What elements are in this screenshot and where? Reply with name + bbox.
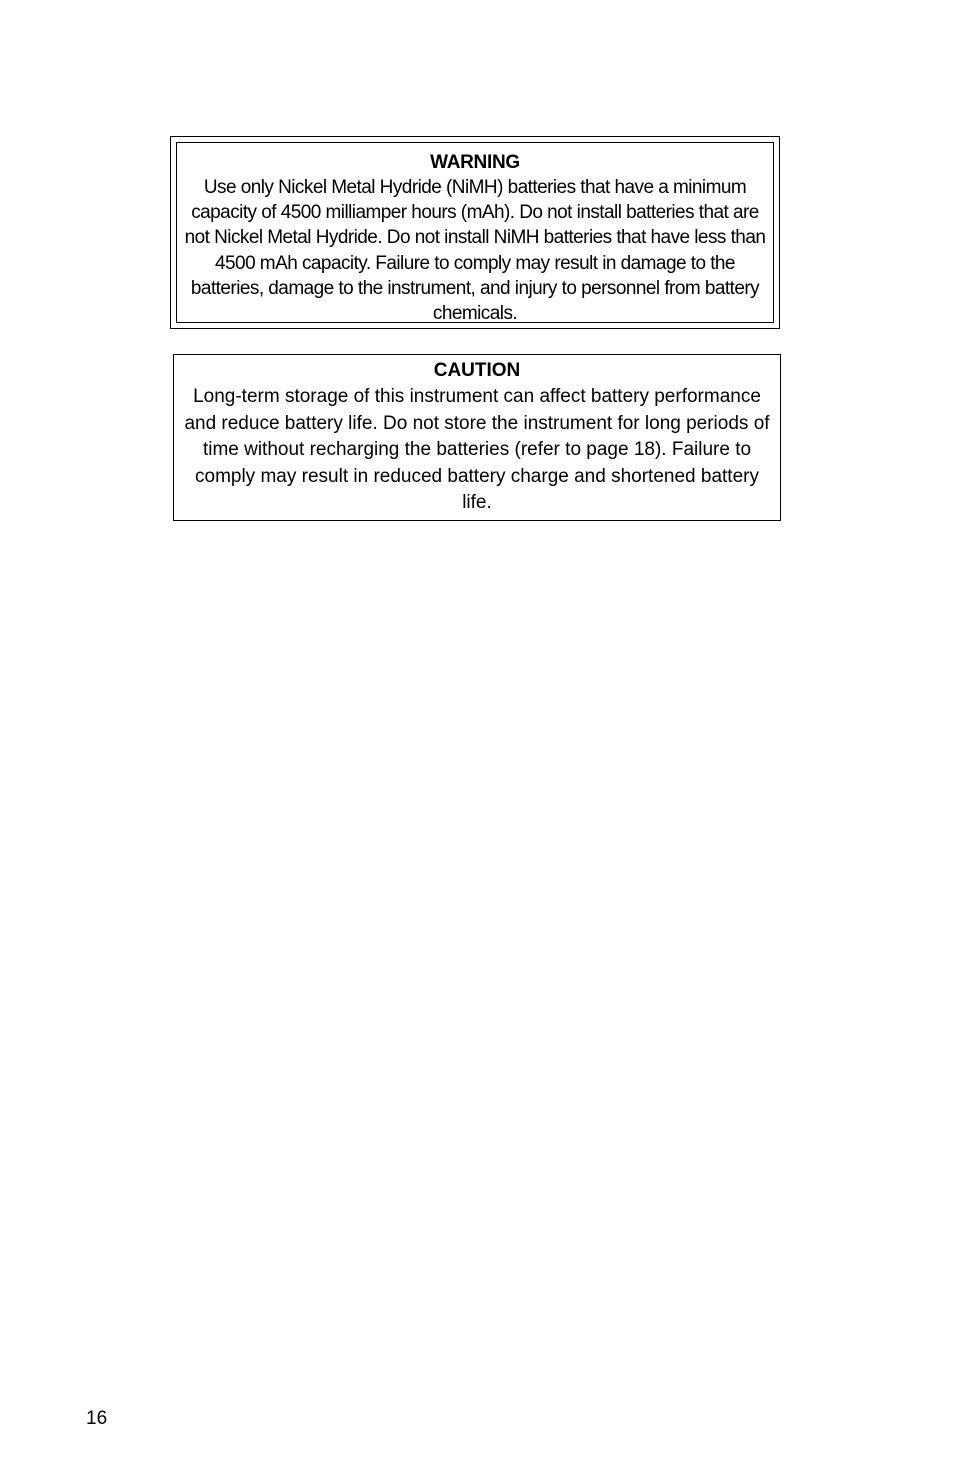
warning-box [170,136,780,329]
warning-title: WARNING [430,152,520,173]
warning-box-inner [176,142,774,323]
warning-text: Use only Nickel Metal Hydride (NiMH) batteries that have a minimum capacity of 4500 milliamper hours (mAh). Do not install batteries that are not Nickel Metal Hydride. Do not install NiMH batteries that have less than 4500 mAh capacity. Failure to comply may result in damage to the batteries, damage to the instrument, and injury to personnel from battery chemicals. [184,177,766,325]
page-number: 16 [86,1408,108,1429]
caution-text: Long-term storage of this instrument can affect battery performance and reduce battery life. Do not store the instrument for long periods of time without recharging the batteries (refer to page 18). Failure to comply may result in reduced battery charge and shortened battery life. [184,386,770,514]
caution-box [173,354,781,521]
caution-title: CAUTION [433,360,521,381]
